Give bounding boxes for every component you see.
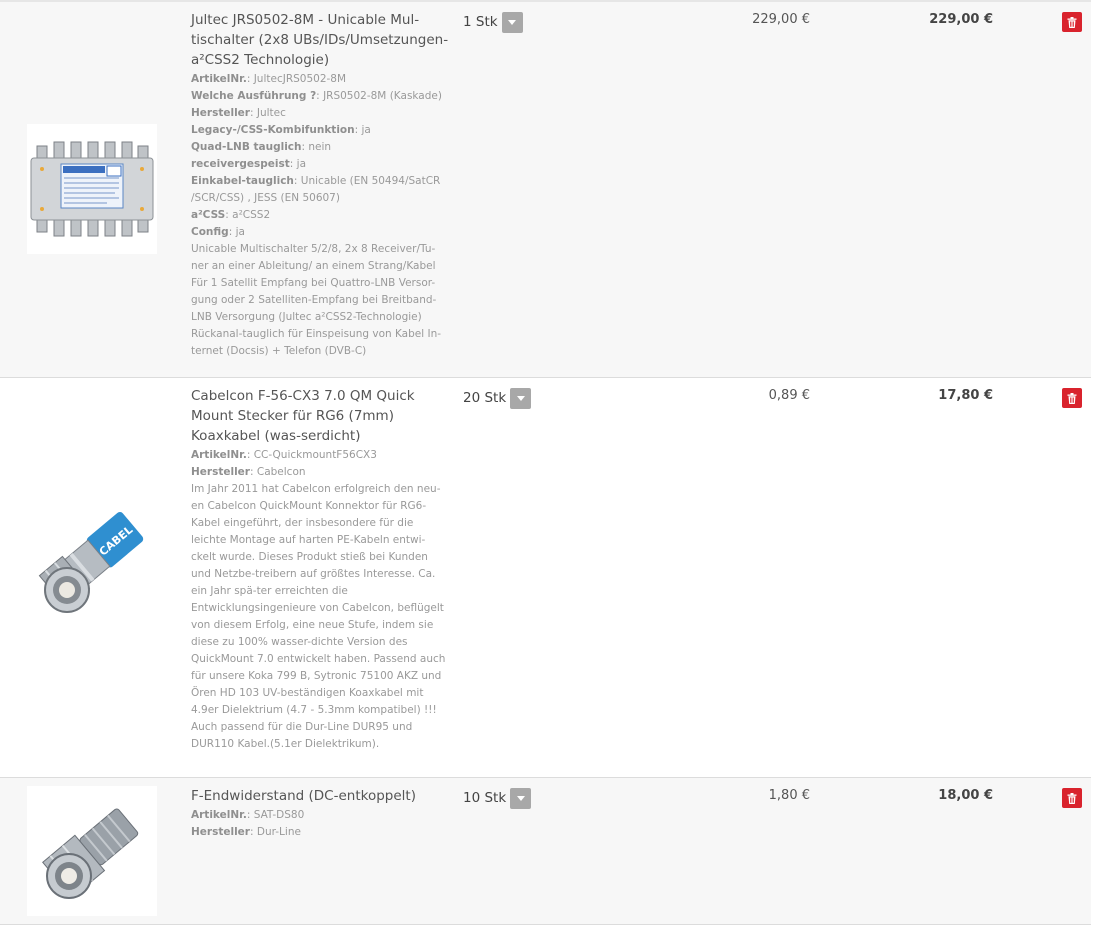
quantity-value: 20 Stk	[463, 390, 507, 406]
product-image-terminator[interactable]	[27, 786, 157, 916]
unit-price: 229,00 €	[752, 12, 810, 27]
delete-item-button[interactable]	[1062, 788, 1082, 808]
product-attribute: ArtikelNr.: CC-QuickmountF56CX3	[191, 449, 377, 461]
quantity-value: 1 Stk	[463, 14, 498, 30]
product-attribute: Hersteller: Dur-Line	[191, 826, 301, 838]
quantity-dropdown-button[interactable]	[510, 388, 531, 409]
trash-icon	[1067, 17, 1077, 28]
quantity-value: 10 Stk	[463, 790, 507, 806]
product-attribute: Einkabel-tauglich: Unicable (EN 50494/SatCR /SCR/CSS) , JESS (EN 50607)	[191, 175, 441, 204]
product-attribute: Welche Ausführung ?: JRS0502-8M (Kaskade)	[191, 90, 442, 102]
product-details	[191, 10, 449, 360]
product-description: Unicable Multischalter 5/2/8, 2x 8 Receiver/Tu-ner an einer Ableitung/ an einem Strang/Kabel Für 1 Satellit Empfang bei Quattro-LNB Versor-gung oder 2 Satelliten-Empfang bei Breitband-LNB Versorgung (Jultec a²CSS2-Technologie) Rückanal-tauglich für Einspeisung von Kabel In-ternet (Docsis) + Telefon (DVB-C)	[191, 243, 442, 357]
quantity-dropdown-button[interactable]	[502, 12, 523, 33]
product-attribute: Quad-LNB tauglich: nein	[191, 141, 332, 153]
cart-row	[0, 378, 1091, 778]
total-price: 17,80 €	[938, 388, 993, 403]
chevron-down-icon	[517, 796, 525, 801]
product-title[interactable]: Jultec JRS0502-8M - Unicable Mul-tischalter (2x8 UBs/IDs/Umsetzungen-a²CSS2 Technologie)	[191, 12, 449, 68]
total-price: 229,00 €	[929, 12, 993, 27]
chevron-down-icon	[508, 20, 516, 25]
total-price: 18,00 €	[938, 788, 993, 803]
product-image-multiswitch[interactable]	[27, 124, 157, 254]
cart-row	[0, 778, 1091, 925]
cart-row	[0, 2, 1091, 378]
product-details	[191, 786, 449, 841]
unit-price: 0,89 €	[768, 388, 810, 403]
product-attribute: a²CSS: a²CSS2	[191, 209, 271, 221]
product-details	[191, 386, 449, 753]
product-attribute: Hersteller: Jultec	[191, 107, 286, 119]
delete-item-button[interactable]	[1062, 12, 1082, 32]
product-attribute: ArtikelNr.: JultecJRS0502-8M	[191, 73, 347, 85]
product-attribute: Legacy-/CSS-Kombifunktion: ja	[191, 124, 371, 136]
product-attribute: ArtikelNr.: SAT-DS80	[191, 809, 305, 821]
product-description: Im Jahr 2011 hat Cabelcon erfolgreich den neu-en Cabelcon QuickMount Konnektor für RG6-Kabel eingeführt, der insbesondere für die leichte Montage auf harten PE-Kabeln entwi-ckelt wurde. Dieses Produkt stieß bei Kunden und Netzbe-treibern auf größtes Interesse. Ca. ein Jahr spä-ter erreichten die Entwicklungsingenieure von Cabelcon, beflügelt von diesem Erfolg, eine neue Stufe, indem sie diese zu 100% wasser-dichte Version des QuickMount 7.0 entwickelt haben. Passend auch für unsere Koka 799 B, Sytronic 75100 AKZ und Ören HD 103 UV-beständigen Koaxkabel mit 4.9er Dielektrium (4.7 - 5.3mm kompatibel) !!! Auch passend für die Dur-Line DUR95 und DUR110 Kabel.(5.1er Dielektrikum).	[191, 483, 446, 750]
product-image-f-connector[interactable]	[27, 494, 157, 624]
product-title[interactable]: Cabelcon F-56-CX3 7.0 QM Quick Mount Stecker für RG6 (7mm) Koaxkabel (was-serdicht)	[191, 388, 415, 444]
quantity-selector[interactable]	[463, 387, 531, 409]
product-title[interactable]: F-Endwiderstand (DC-entkoppelt)	[191, 788, 416, 804]
trash-icon	[1067, 393, 1077, 404]
svg-text:CABEL: CABEL	[96, 523, 136, 559]
product-attribute: receivergespeist: ja	[191, 158, 307, 170]
product-attribute: Hersteller: Cabelcon	[191, 466, 306, 478]
product-attribute: Config: ja	[191, 226, 245, 238]
trash-icon	[1067, 793, 1077, 804]
quantity-selector[interactable]	[463, 11, 523, 33]
chevron-down-icon	[517, 396, 525, 401]
unit-price: 1,80 €	[768, 788, 810, 803]
delete-item-button[interactable]	[1062, 388, 1082, 408]
quantity-dropdown-button[interactable]	[510, 788, 531, 809]
quantity-selector[interactable]	[463, 787, 531, 809]
